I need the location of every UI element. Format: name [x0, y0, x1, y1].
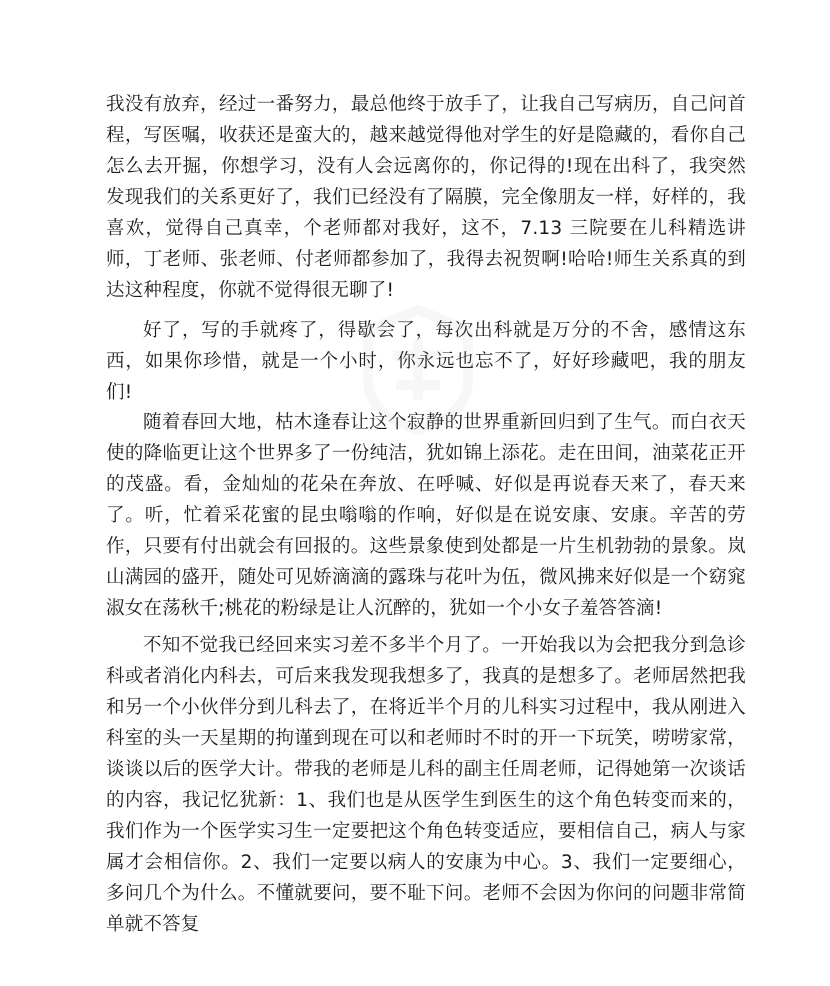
- paragraph-1: 我没有放弃，经过一番努力，最总他终于放手了，让我自己写病历，自己问首程，写医嘱，收获还是蛮大的，越来越觉得他对学生的好是隐藏的，看你自己怎么去开掘，你想学习，没有人会远离你的，你记得的!现在出科了，我突然发现我们的关系更好了，我们已经没有了隔膜，完全像朋友一样，好样的，我喜欢，觉得自己真幸，个老师都对我好，这不，7.13 三院要在儿科精选讲师，丁老师、张老师、付老师都参加了，我得去祝贺啊!哈哈!师生关系真的到达这种程度，你就不觉得很无聊了!: [106, 94, 746, 301]
- paragraph-3: 随着春回大地，枯木逢春让这个寂静的世界重新回归到了生气。而白衣天使的降临更让这个世界多了一份纯洁，犹如锦上添花。走在田间，油菜花正开的茂盛。看，金灿灿的花朵在奔放、在呼喊、好似是再说春天来了，春天来了。听，忙着采花蜜的昆虫嗡嗡的作响，好似是在说安康、安康。辛苦的劳作，只要有付出就会有回报的。这些景象使到处都是一片生机勃勃的景象。岚山满园的盛开，随处可见娇滴滴的露珠与花叶为伍，微风拂来好似是一个窈窕淑女在荡秋千;桃花的粉绿是让人沉醉的，犹如一个小女子羞答答滴!: [106, 412, 746, 619]
- paragraph-2: 好了，写的手就疼了，得歇会了，每次出科就是万分的不舍，感情这东西，如果你珍惜，就是一个小时，你永远也忘不了，好好珍藏吧，我的朋友们!: [106, 320, 746, 403]
- paragraph-4: 不知不觉我已经回来实习差不多半个月了。一开始我以为会把我分到急诊科或者消化内科去，可后来我发现我想多了，我真的是想多了。老师居然把我和另一个小伙伴分到儿科去了，在将近半个月的儿科实习过程中，我从刚进入科室的头一天星期的拘谨到现在可以和老师时不时的开一下玩笑，唠唠家常，谈谈以后的医学大计。带我的老师是儿科的副主任周老师，记得她第一次谈话的内容，我记忆犹新：1、我们也是从医学生到医生的这个角色转变而来的，我们作为一个医学实习生一定要把这个角色转变适应，要相信自己，病人与家属才会相信你。2、我们一定要以病人的安康为中心。3、我们一定要细心，多问几个为什么。不懂就要问，要不耻下问。老师不会因为你问的问题非常简单就不答复: [106, 635, 746, 935]
